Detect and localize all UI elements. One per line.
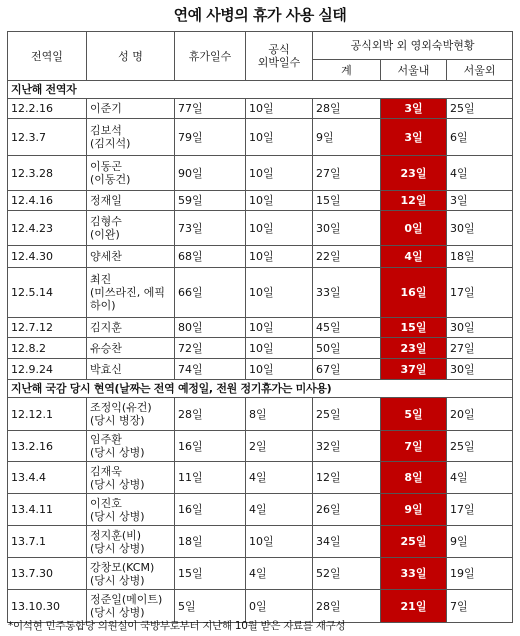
vacation-days-cell: 80일 bbox=[175, 318, 246, 338]
official-leave-cell: 10일 bbox=[246, 318, 313, 338]
table-row bbox=[8, 318, 513, 338]
total-stay-cell: 15일 bbox=[313, 191, 381, 211]
seoul-in-cell: 16일 bbox=[381, 268, 447, 318]
official-leave-cell: 4일 bbox=[246, 558, 313, 590]
table-row bbox=[8, 156, 513, 191]
seoul-out-cell: 7일 bbox=[447, 590, 513, 623]
section-title: 지난해 국감 당시 현역(날짜는 전역 예정일, 전원 정기휴가는 미사용) bbox=[8, 380, 513, 398]
vacation-days-cell: 74일 bbox=[175, 359, 246, 380]
official-leave-cell: 0일 bbox=[246, 590, 313, 623]
official-leave-cell: 10일 bbox=[246, 99, 313, 119]
table-row bbox=[8, 99, 513, 119]
table-row bbox=[8, 398, 513, 431]
table-row bbox=[8, 526, 513, 558]
seoul-in-cell: 21일 bbox=[381, 590, 447, 623]
total-stay-cell: 30일 bbox=[313, 211, 381, 246]
table-row bbox=[8, 494, 513, 526]
seoul-out-cell: 6일 bbox=[447, 119, 513, 156]
header-vacation-days: 휴가일수 bbox=[175, 32, 246, 81]
table-row bbox=[8, 338, 513, 359]
total-stay-cell: 52일 bbox=[313, 558, 381, 590]
vacation-days-cell: 11일 bbox=[175, 462, 246, 494]
table-row bbox=[8, 211, 513, 246]
seoul-out-cell: 19일 bbox=[447, 558, 513, 590]
table-row bbox=[8, 462, 513, 494]
total-stay-cell: 33일 bbox=[313, 268, 381, 318]
section-title: 지난해 전역자 bbox=[8, 81, 513, 99]
seoul-in-cell: 37일 bbox=[381, 359, 447, 380]
total-stay-cell: 34일 bbox=[313, 526, 381, 558]
table-row bbox=[8, 359, 513, 380]
table-row bbox=[8, 268, 513, 318]
date-cell: 12.3.28 bbox=[8, 156, 87, 191]
date-cell: 13.7.1 bbox=[8, 526, 87, 558]
seoul-out-cell: 17일 bbox=[447, 268, 513, 318]
seoul-in-cell: 5일 bbox=[381, 398, 447, 431]
official-leave-cell: 10일 bbox=[246, 156, 313, 191]
name-cell: 김형수 (이완) bbox=[87, 211, 175, 246]
vacation-days-cell: 59일 bbox=[175, 191, 246, 211]
name-cell: 이동곤 (이동건) bbox=[87, 156, 175, 191]
official-leave-cell: 10일 bbox=[246, 526, 313, 558]
table-row bbox=[8, 191, 513, 211]
date-cell: 13.2.16 bbox=[8, 431, 87, 462]
name-cell: 이진호 (당시 상병) bbox=[87, 494, 175, 526]
total-stay-cell: 25일 bbox=[313, 398, 381, 431]
name-cell: 강창모(KCM) (당시 상병) bbox=[87, 558, 175, 590]
total-stay-cell: 50일 bbox=[313, 338, 381, 359]
vacation-days-cell: 28일 bbox=[175, 398, 246, 431]
vacation-days-cell: 68일 bbox=[175, 246, 246, 268]
official-leave-cell: 10일 bbox=[246, 338, 313, 359]
vacation-days-cell: 5일 bbox=[175, 590, 246, 623]
name-cell: 양세찬 bbox=[87, 246, 175, 268]
date-cell: 13.4.4 bbox=[8, 462, 87, 494]
seoul-out-cell: 30일 bbox=[447, 359, 513, 380]
seoul-out-cell: 25일 bbox=[447, 431, 513, 462]
date-cell: 12.8.2 bbox=[8, 338, 87, 359]
section-header bbox=[8, 81, 513, 99]
seoul-in-cell: 23일 bbox=[381, 338, 447, 359]
vacation-days-cell: 79일 bbox=[175, 119, 246, 156]
seoul-in-cell: 9일 bbox=[381, 494, 447, 526]
date-cell: 12.4.23 bbox=[8, 211, 87, 246]
seoul-out-cell: 3일 bbox=[447, 191, 513, 211]
total-stay-cell: 26일 bbox=[313, 494, 381, 526]
vacation-days-cell: 15일 bbox=[175, 558, 246, 590]
total-stay-cell: 32일 bbox=[313, 431, 381, 462]
seoul-out-cell: 9일 bbox=[447, 526, 513, 558]
seoul-in-cell: 3일 bbox=[381, 119, 447, 156]
date-cell: 13.7.30 bbox=[8, 558, 87, 590]
table-row bbox=[8, 119, 513, 156]
seoul-in-cell: 25일 bbox=[381, 526, 447, 558]
vacation-days-cell: 18일 bbox=[175, 526, 246, 558]
date-cell: 13.10.30 bbox=[8, 590, 87, 623]
name-cell: 정지훈(비) (당시 상병) bbox=[87, 526, 175, 558]
seoul-in-cell: 15일 bbox=[381, 318, 447, 338]
vacation-days-cell: 90일 bbox=[175, 156, 246, 191]
name-cell: 정준일(메이트) (당시 상병) bbox=[87, 590, 175, 623]
official-leave-cell: 4일 bbox=[246, 462, 313, 494]
vacation-days-cell: 16일 bbox=[175, 494, 246, 526]
seoul-out-cell: 18일 bbox=[447, 246, 513, 268]
header-name: 성 명 bbox=[87, 32, 175, 81]
total-stay-cell: 9일 bbox=[313, 119, 381, 156]
seoul-in-cell: 7일 bbox=[381, 431, 447, 462]
header-seoul-in: 서울내 bbox=[381, 60, 447, 81]
date-cell: 13.4.11 bbox=[8, 494, 87, 526]
header-stay-status: 공식외박 외 영외숙박현황 bbox=[313, 32, 513, 60]
date-cell: 12.5.14 bbox=[8, 268, 87, 318]
section-header bbox=[8, 380, 513, 398]
total-stay-cell: 28일 bbox=[313, 590, 381, 623]
official-leave-cell: 4일 bbox=[246, 494, 313, 526]
name-cell: 최진 (미쓰라진, 에픽 하이) bbox=[87, 268, 175, 318]
header-official-leave-days: 공식 외박일수 bbox=[246, 32, 313, 81]
date-cell: 12.4.16 bbox=[8, 191, 87, 211]
official-leave-cell: 10일 bbox=[246, 268, 313, 318]
date-cell: 12.12.1 bbox=[8, 398, 87, 431]
official-leave-cell: 8일 bbox=[246, 398, 313, 431]
name-cell: 김보석 (김지석) bbox=[87, 119, 175, 156]
total-stay-cell: 22일 bbox=[313, 246, 381, 268]
table-row bbox=[8, 558, 513, 590]
seoul-out-cell: 4일 bbox=[447, 156, 513, 191]
header-date: 전역일 bbox=[8, 32, 87, 81]
official-leave-cell: 2일 bbox=[246, 431, 313, 462]
total-stay-cell: 28일 bbox=[313, 99, 381, 119]
seoul-out-cell: 27일 bbox=[447, 338, 513, 359]
source-note: *이석현 민주통합당 의원실이 국방부로부터 지난해 10월 받은 자료를 재구성 bbox=[8, 620, 346, 632]
seoul-out-cell: 17일 bbox=[447, 494, 513, 526]
table-row bbox=[8, 246, 513, 268]
official-leave-cell: 10일 bbox=[246, 211, 313, 246]
name-cell: 유승찬 bbox=[87, 338, 175, 359]
vacation-days-cell: 73일 bbox=[175, 211, 246, 246]
seoul-out-cell: 25일 bbox=[447, 99, 513, 119]
vacation-days-cell: 77일 bbox=[175, 99, 246, 119]
table-row bbox=[8, 431, 513, 462]
total-stay-cell: 12일 bbox=[313, 462, 381, 494]
official-leave-cell: 10일 bbox=[246, 119, 313, 156]
total-stay-cell: 67일 bbox=[313, 359, 381, 380]
vacation-days-cell: 16일 bbox=[175, 431, 246, 462]
name-cell: 조정익(유건) (당시 병장) bbox=[87, 398, 175, 431]
name-cell: 이준기 bbox=[87, 99, 175, 119]
header-seoul-out: 서울외 bbox=[447, 60, 513, 81]
official-leave-cell: 10일 bbox=[246, 191, 313, 211]
seoul-out-cell: 30일 bbox=[447, 211, 513, 246]
seoul-in-cell: 33일 bbox=[381, 558, 447, 590]
seoul-out-cell: 20일 bbox=[447, 398, 513, 431]
seoul-in-cell: 8일 bbox=[381, 462, 447, 494]
official-leave-cell: 10일 bbox=[246, 359, 313, 380]
seoul-out-cell: 30일 bbox=[447, 318, 513, 338]
date-cell: 12.4.30 bbox=[8, 246, 87, 268]
name-cell: 정재일 bbox=[87, 191, 175, 211]
vacation-days-cell: 66일 bbox=[175, 268, 246, 318]
date-cell: 12.7.12 bbox=[8, 318, 87, 338]
seoul-in-cell: 4일 bbox=[381, 246, 447, 268]
seoul-in-cell: 23일 bbox=[381, 156, 447, 191]
name-cell: 김재욱 (당시 상병) bbox=[87, 462, 175, 494]
total-stay-cell: 45일 bbox=[313, 318, 381, 338]
date-cell: 12.2.16 bbox=[8, 99, 87, 119]
name-cell: 임주환 (당시 상병) bbox=[87, 431, 175, 462]
page-title: 연예 사병의 휴가 사용 실태 bbox=[173, 6, 347, 24]
date-cell: 12.3.7 bbox=[8, 119, 87, 156]
date-cell: 12.9.24 bbox=[8, 359, 87, 380]
vacation-days-cell: 72일 bbox=[175, 338, 246, 359]
name-cell: 김지훈 bbox=[87, 318, 175, 338]
seoul-out-cell: 4일 bbox=[447, 462, 513, 494]
name-cell: 박효신 bbox=[87, 359, 175, 380]
official-leave-cell: 10일 bbox=[246, 246, 313, 268]
seoul-in-cell: 0일 bbox=[381, 211, 447, 246]
vacation-table bbox=[7, 31, 513, 623]
seoul-in-cell: 3일 bbox=[381, 99, 447, 119]
seoul-in-cell: 12일 bbox=[381, 191, 447, 211]
total-stay-cell: 27일 bbox=[313, 156, 381, 191]
header-total: 계 bbox=[313, 60, 381, 81]
